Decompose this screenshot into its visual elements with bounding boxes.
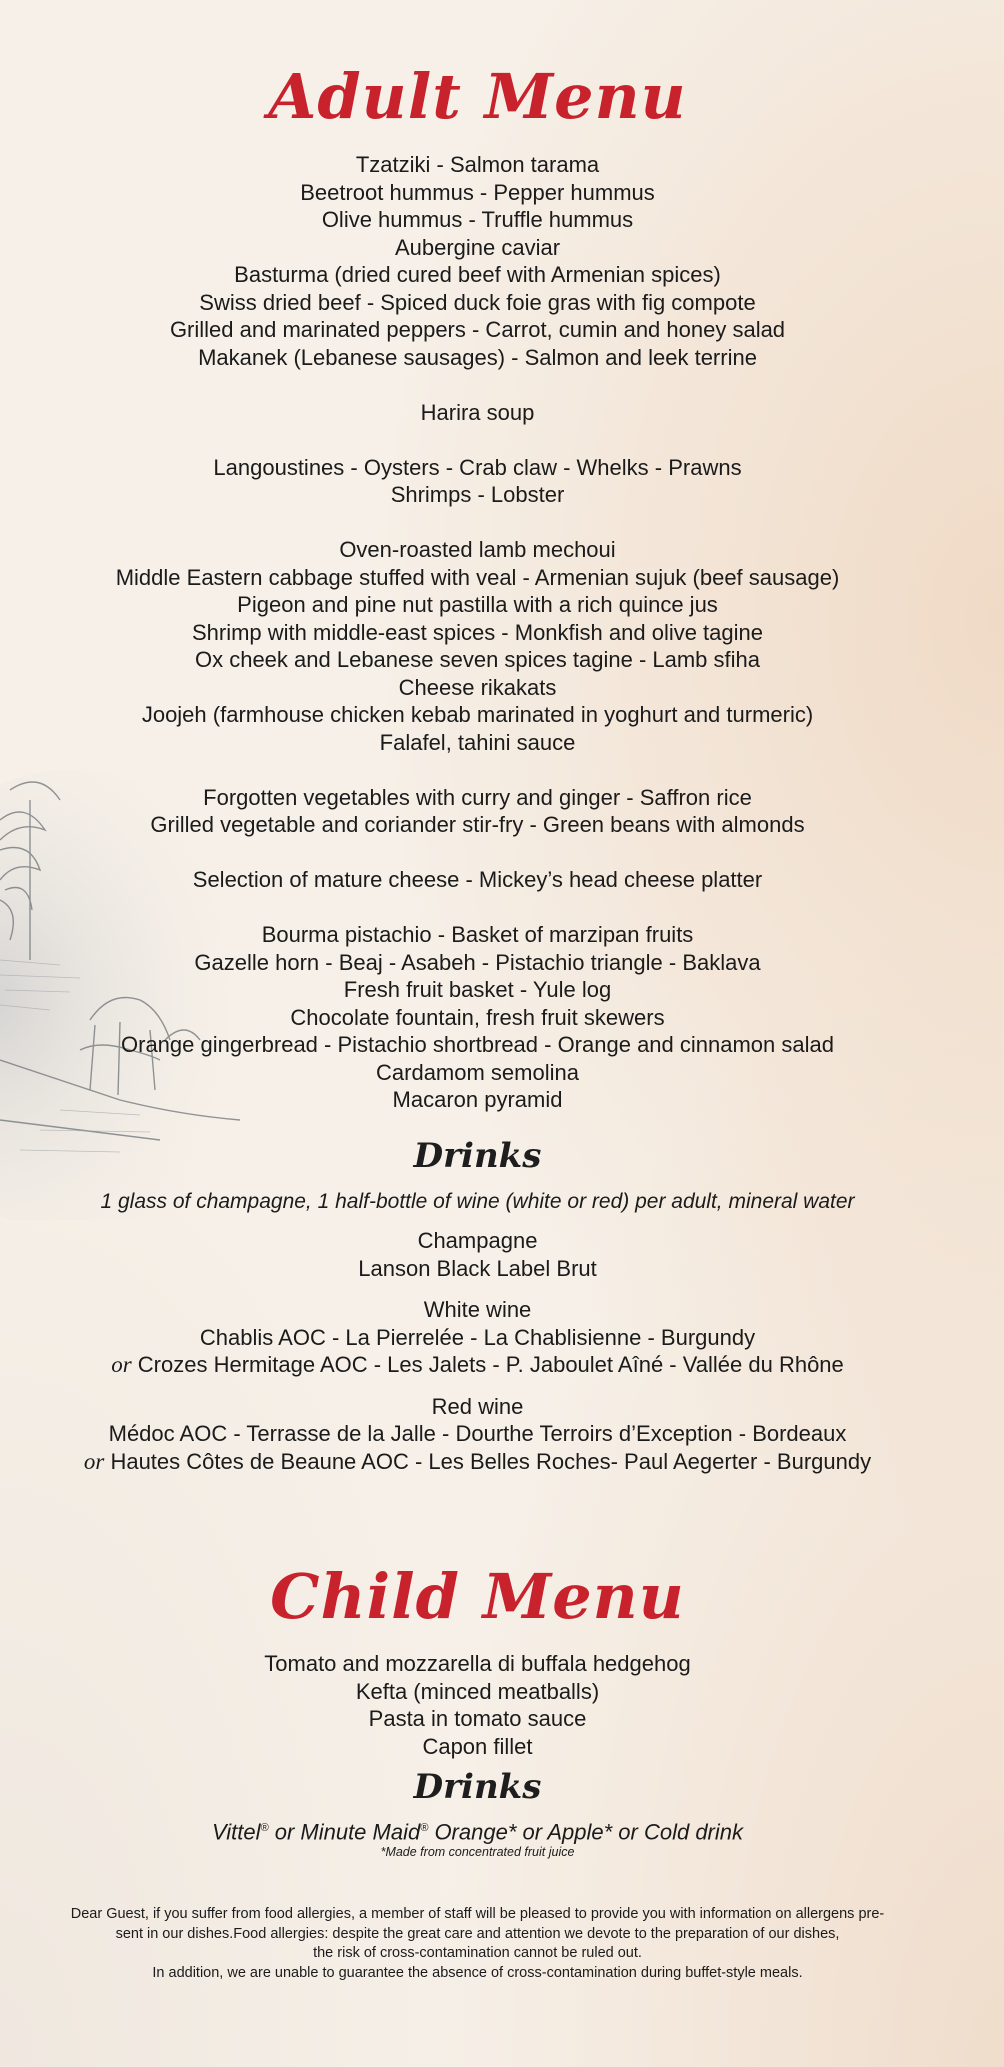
adult-menu-dishes [0,151,955,1141]
allergy-line: the risk of cross-contamination cannot be ruled out. [313,1945,642,1961]
allergy-line: Dear Guest, if you suffer from food allergies, a member of staff will be pleased to provide you with information on allergens pre- [70,1906,885,1922]
champagne-heading: Champagne [417,1228,538,1253]
menu-item: Cheese rikakats [398,674,557,700]
menu-item: Capon fillet [422,1733,533,1759]
child-drinks-line [0,1815,955,1845]
white-wine-group [0,1296,955,1379]
menu-item: Langoustines - Oysters - Crab claw - Whelks - Prawns [213,454,742,480]
champagne-line: Lanson Black Label Brut [358,1255,597,1281]
menu-item: Chocolate fountain, fresh fruit skewers [290,1004,665,1030]
menu-item: Basturma (dried cured beef with Armenian spices) [234,262,721,287]
red-wine-group [0,1393,955,1476]
child-menu-title: Child Menu [270,1560,685,1633]
menu-item: Middle Eastern cabbage stuffed with veal - Armenian sujuk (beef sausage) [115,564,840,590]
starters-group [0,151,955,371]
child-drinks-title: Drinks [413,1767,542,1807]
menu-item: Shrimps - Lobster [390,482,565,507]
mains-group [0,536,955,756]
red-wine-heading: Red wine [431,1393,524,1419]
menu-item: Selection of mature cheese - Mickey’s head cheese platter [192,867,763,892]
menu-item: Bourma pistachio - Basket of marzipan fruits [261,922,694,947]
menu-item: Tomato and mozzarella di buffala hedgehog [264,1651,691,1676]
menu-item: Grilled and marinated peppers - Carrot, cumin and honey salad [169,317,786,342]
registered-mark: ® [420,1822,429,1834]
red-wine-line: Médoc AOC - Terrasse de la Jalle - Dourthe Terroirs d’Exception - Bordeaux [108,1421,847,1446]
menu-item: Makanek (Lebanese sausages) - Salmon and leek terrine [198,344,757,370]
menu-item: Aubergine caviar [394,234,561,260]
adult-drinks-section [0,1188,955,1489]
menu-item: Falafel, tahini sauce [379,729,576,755]
sides-group [0,784,955,839]
white-wine-heading: White wine [423,1297,532,1322]
menu-item: Grilled vegetable and coriander stir-fry - Green beans with almonds [150,812,805,837]
red-wine-alt: Hautes Côtes de Beaune AOC - Les Belles Roches- Paul Aegerter - Burgundy [110,1448,872,1474]
or-word: or [83,1448,105,1474]
allergy-line: sent in our dishes.Food allergies: despite the great care and attention we devote to the preparation of our dishes, [115,1925,840,1942]
soup-group [0,399,955,427]
seafood-group [0,454,955,509]
child-drinks-section [0,1815,955,1859]
menu-item: Cardamom semolina [376,1059,579,1085]
menu-item: Pigeon and pine nut pastilla with a rich quince jus [237,592,718,617]
juice-note: *Made from concentrated fruit juice [380,1845,575,1860]
menu-item: Forgotten vegetables with curry and ginger - Saffron rice [203,784,752,810]
menu-item: Olive hummus - Truffle hummus [321,207,634,232]
menu-item: Swiss dried beef - Spiced duck foie gras with fig compote [199,289,756,315]
drink-minute-maid: or Minute Maid [268,1819,421,1845]
menu-item: Oven-roasted lamb mechoui [339,537,616,562]
or-word: or [111,1352,132,1377]
menu-item: Harira soup [420,399,535,425]
red-wine-alt-line [0,1448,955,1476]
white-wine-alt-line [0,1351,955,1379]
menu-item: Ox cheek and Lebanese seven spices tagine - Lamb sfiha [194,647,761,672]
desserts-group [0,921,955,1114]
adult-drinks-title: Drinks [413,1136,542,1176]
champagne-group [0,1227,955,1282]
drink-options: Orange* or Apple* or Cold drink [428,1819,744,1845]
adult-menu-title: Adult Menu [268,60,687,133]
cheese-group [0,866,955,894]
white-wine-line: Chablis AOC - La Pierrelée - La Chablisienne - Burgundy [199,1324,756,1350]
menu-item: Shrimp with middle-east spices - Monkfish and olive tagine [191,619,764,645]
menu-item: Beetroot hummus - Pepper hummus [300,179,655,205]
menu-item: Orange gingerbread - Pistachio shortbread - Orange and cinnamon salad [121,1032,834,1057]
menu-item: Fresh fruit basket - Yule log [343,977,612,1002]
menu-item: Gazelle horn - Beaj - Asabeh - Pistachio triangle - Baklava [194,949,761,975]
registered-mark: ® [260,1822,269,1834]
drinks-intro: 1 glass of champagne, 1 half-bottle of wine (white or red) per adult, mineral water [100,1190,855,1213]
child-menu-dishes [0,1650,955,1760]
menu-item: Macaron pyramid [392,1087,563,1112]
white-wine-alt: Crozes Hermitage AOC - Les Jalets - P. Jaboulet Aîné - Vallée du Rhône [137,1352,844,1377]
allergy-notice [0,1905,955,1983]
menu-item: Tzatziki - Salmon tarama [355,152,600,177]
drink-vittel: Vittel [211,1819,261,1845]
menu-item: Joojeh (farmhouse chicken kebab marinated in yoghurt and turmeric) [141,702,814,727]
menu-item: Kefta (minced meatballs) [355,1678,600,1704]
menu-item: Pasta in tomato sauce [368,1706,587,1731]
allergy-line: In addition, we are unable to guarantee the absence of cross-contamination during buffet-style meals. [152,1964,803,1981]
